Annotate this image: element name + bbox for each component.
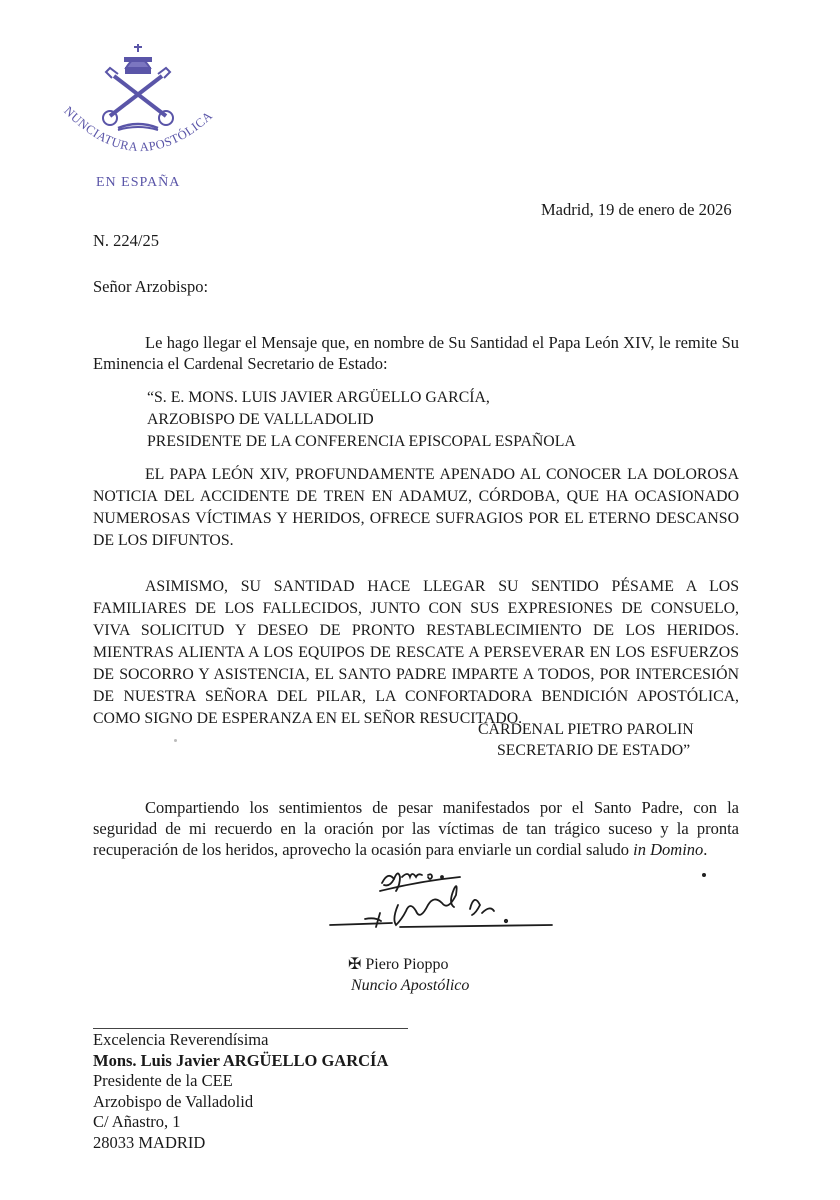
nuncio-title: Nuncio Apostólico — [351, 977, 470, 994]
recipient-block — [93, 1030, 388, 1153]
message-signer — [478, 719, 694, 761]
handwritten-signature-icon — [320, 855, 560, 965]
signer-name: CARDENAL PIETRO PAROLIN — [478, 721, 694, 738]
recipient-honorific: Excelencia Reverendísima — [93, 1030, 269, 1049]
recipient-city: 28033 MADRID — [93, 1132, 206, 1152]
recipient-name: Mons. Luis Javier ARGÜELLO GARCÍA — [93, 1050, 389, 1070]
nuncio-name: Piero Pioppo — [365, 956, 449, 973]
ink-dot — [702, 873, 706, 877]
message-paragraph-2: ASIMISMO, SU SANTIDAD HACE LLEGAR SU SENTIDO PÉSAME A LOS FAMILIARES DE LOS FALLECIDOS, JUNTO CON SUS EXPRESIONES DE CONSUELO, VIVA SOLICITUD Y DESEO DE PRONTO RESTABLECIMIENTO DE LOS HERIDOS. MIENTRAS ALIENTA A LOS EQUIPOS DE RESCATE A PERSEVERAR EN LOS ESFUERZOS DE SOCORRO Y ASISTENCIA, EL SANTO PADRE IMPARTE A TODOS, POR INTERCESIÓN DE NUESTRA SEÑORA DEL PILAR, LA CONFORTADORA BENDICIÓN APOSTÓLICA, COMO SIGNO DE ESPERANZA EN EL SEÑOR RESUCITADO. — [93, 578, 739, 727]
recipient-role: Presidente de la CEE — [93, 1071, 233, 1090]
nuncio-name-line — [348, 954, 469, 975]
recipient-title: Arzobispo de Valladolid — [93, 1091, 254, 1111]
message-addressee-line: “S. E. MONS. LUIS JAVIER ARGÜELLO GARCÍA, — [147, 389, 490, 406]
scan-speck — [174, 739, 177, 742]
message-addressee — [147, 387, 576, 453]
nuncio-block — [348, 954, 469, 996]
closing-italic: in Domino — [633, 840, 704, 859]
closing-text: Compartiendo los sentimientos de pesar manifestados por el Santo Padre, con la seguridad de mi recuerdo en la oración por las víctimas de tan trágico suceso y la pronta recuperación de los heridos, aprovecho la ocasión para enviarle un cordial saludo — [93, 798, 739, 859]
reference-number: N. 224/25 — [93, 231, 159, 250]
svg-text:NUNCIATURA APOSTÓLICA — [61, 104, 215, 154]
signer-title: SECRETARIO DE ESTADO” — [497, 742, 691, 759]
letter-date: Madrid, 19 de enero de 2026 — [541, 200, 732, 219]
message-paragraph-1: EL PAPA LEÓN XIV, PROFUNDAMENTE APENADO AL CONOCER LA DOLOROSA NOTICIA DEL ACCIDENTE DE TREN EN ADAMUZ, CÓRDOBA, QUE HA OCASIONADO NUMEROSAS VÍCTIMAS Y HERIDOS, OFRECE SUFRAGIOS POR EL ETERNO DESCANSO DE LOS DIFUNTOS. — [93, 466, 739, 549]
intro-paragraph: Le hago llegar el Mensaje que, en nombre de Su Santidad el Papa León XIV, le remite Su Eminencia el Cardenal Secretario de Estado: — [93, 333, 739, 373]
message-addressee-line: ARZOBISPO DE VALLLADOLID — [147, 411, 374, 428]
cross-icon: ✠ — [348, 956, 362, 973]
closing-end: . — [703, 840, 708, 859]
letterhead-arc-text — [50, 92, 230, 172]
message-addressee-line: PRESIDENTE DE LA CONFERENCIA EPISCOPAL ESPAÑOLA — [147, 433, 576, 450]
letterhead-subtitle: EN ESPAÑA — [96, 175, 181, 190]
arc-text: NUNCIATURA APOSTÓLICA — [61, 103, 216, 155]
recipient-street: C/ Añastro, 1 — [93, 1112, 181, 1131]
closing-paragraph — [93, 797, 739, 860]
address-divider — [93, 1028, 408, 1029]
salutation: Señor Arzobispo: — [93, 277, 209, 296]
